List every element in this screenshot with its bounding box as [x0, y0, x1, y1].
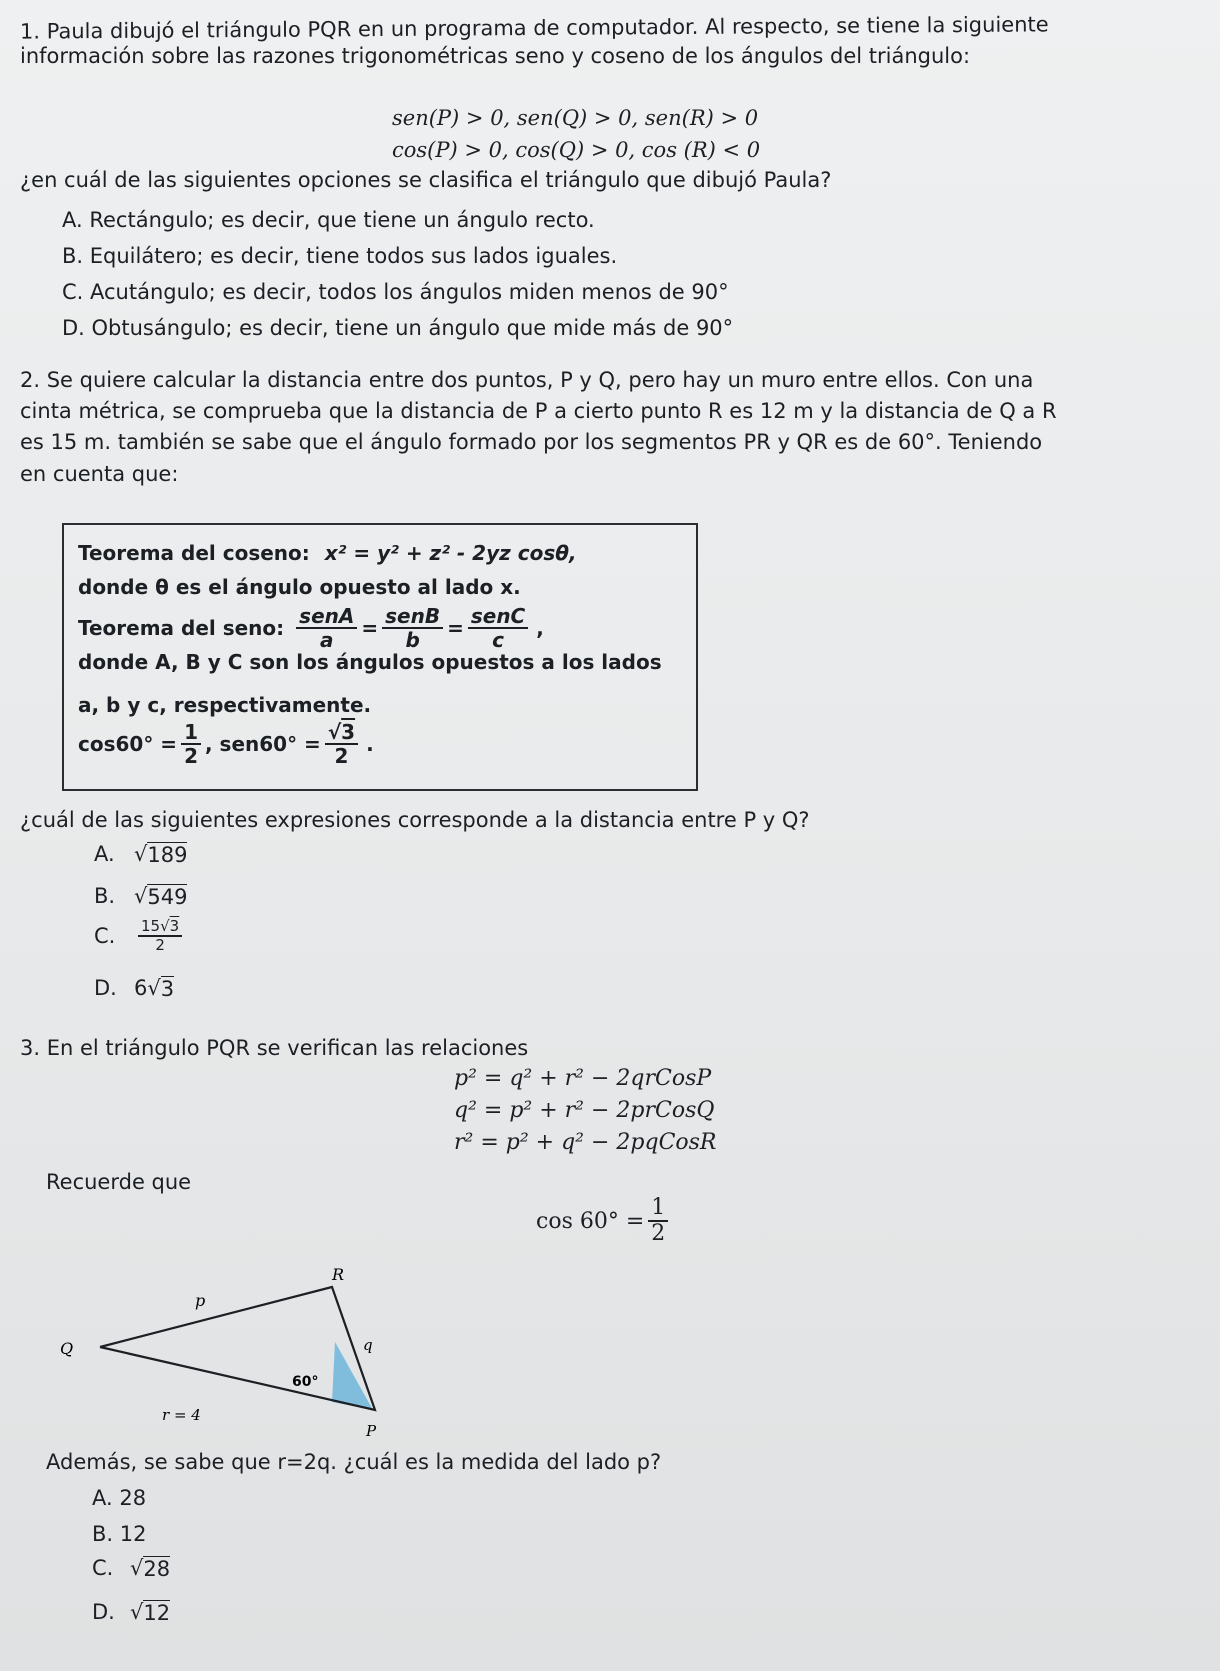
q2-option-a-value: √ 189: [134, 842, 188, 867]
q2-line4: en cuenta que:: [20, 462, 179, 486]
q2-option-b-radicand: 549: [147, 885, 188, 909]
special-values: cos60° = $\frac{1}{2}$ , sen60° = $\frac{√3}{2}$ .: [78, 720, 374, 768]
q2-option-b-value: √ 549: [134, 884, 188, 909]
q2-option-c-coef: 15: [141, 917, 161, 935]
q2-option-d-coef: 6: [134, 976, 148, 1001]
sine-fraction-c: [468, 605, 528, 651]
q2-option-d-letter: D.: [94, 976, 117, 1001]
q3-cos60-fraction: [648, 1196, 668, 1246]
sine-theorem-note-2: a, b y c, respectivamente.: [78, 693, 372, 717]
sine-theorem-note-1: donde A, B y C son los ángulos opuestos a los lados: [78, 650, 662, 674]
q3-cos60-label: cos 60° =: [536, 1208, 645, 1234]
q3-option-d[interactable]: [92, 1600, 170, 1624]
sine-fraction-b-num: senB: [382, 605, 443, 629]
q3-option-c-letter: C.: [92, 1556, 114, 1581]
q3-line1: 3. En el triángulo PQR se verifican las relaciones: [20, 1036, 529, 1060]
q3-question: Además, se sabe que r=2q. ¿cuál es la medida del lado p?: [46, 1450, 662, 1474]
q2-option-d-value: √ 3: [147, 976, 175, 1001]
sine-fraction-a-num: senA: [296, 605, 357, 629]
side-p-label: p: [195, 1291, 206, 1310]
q3-cos60: [536, 1196, 672, 1246]
vertex-p-label: P: [366, 1422, 377, 1440]
q2-option-d-radicand: 3: [160, 977, 175, 1001]
q2-option-b[interactable]: [94, 884, 187, 908]
side-r-label: r = 4: [162, 1406, 201, 1424]
q1-option-d[interactable]: D. Obtusángulo; es decir, tiene un ángulo que mide más de 90°: [62, 316, 734, 340]
cosine-theorem-formula: x² = y² + z² - 2yz cosθ,: [324, 541, 577, 565]
sen60-radicand: 3: [341, 720, 356, 744]
q2-option-a[interactable]: [94, 842, 187, 866]
q2-option-c-den: 2: [155, 935, 165, 954]
cos60-num: 1: [181, 721, 201, 745]
q2-question: ¿cuál de las siguientes expresiones corresponde a la distancia entre P y Q?: [20, 808, 810, 832]
q2-option-c-letter: C.: [94, 923, 116, 948]
q2-line2: cinta métrica, se comprueba que la distancia de P a cierto punto R es 12 m y la distancia de Q a R: [20, 399, 1057, 423]
cosine-theorem-label: Teorema del coseno:: [78, 541, 310, 565]
q3-cos60-num: 1: [648, 1196, 668, 1222]
q2-line3: es 15 m. también se sabe que el ángulo formado por los segmentos PR y QR es de 60°. Teniendo: [20, 430, 1043, 454]
q3-option-c[interactable]: [92, 1556, 170, 1580]
q3-cos60-den: 2: [651, 1221, 666, 1247]
q1-option-a[interactable]: A. Rectángulo; es decir, que tiene un ángulo recto.: [62, 208, 595, 232]
q2-option-d[interactable]: [94, 976, 174, 1000]
q3-option-d-value: √ 12: [130, 1600, 171, 1625]
angle-60-label: 60°: [292, 1374, 319, 1390]
theorem-box: [62, 523, 698, 791]
cosine-theorem-note: donde θ es el ángulo opuesto al lado x.: [78, 575, 521, 599]
cos60-fraction: [181, 721, 201, 767]
q3-option-b[interactable]: B. 12: [92, 1522, 147, 1546]
sine-fraction-c-num: senC: [468, 605, 528, 629]
vertex-q-label: Q: [60, 1339, 74, 1358]
q3-option-d-radicand: 12: [143, 1601, 171, 1625]
sine-fraction-b-den: b: [405, 628, 420, 652]
sen60-fraction: [325, 721, 358, 767]
q1-line2: información sobre las razones trigonométricas seno y coseno de los ángulos del triángulo:: [20, 44, 971, 68]
q2-option-a-letter: A.: [94, 842, 115, 867]
q1-condition-cos: cos(P) > 0, cos(Q) > 0, cos (R) < 0: [392, 138, 761, 162]
side-q-label: q: [363, 1336, 373, 1354]
sen60-num: √3: [325, 721, 358, 745]
q2-option-c-value: [138, 918, 182, 953]
q2-option-c[interactable]: [94, 918, 186, 953]
q3-option-d-letter: D.: [92, 1600, 115, 1625]
sen60-den: 2: [334, 744, 349, 768]
q1-option-c[interactable]: C. Acutángulo; es decir, todos los ángulos miden menos de 90°: [62, 280, 729, 304]
vertex-r-label: R: [332, 1265, 345, 1284]
q1-option-b[interactable]: B. Equilátero; es decir, tiene todos sus lados iguales.: [62, 244, 618, 268]
q2-option-c-radicand: 3: [169, 917, 180, 935]
sine-fraction-b: [382, 605, 443, 651]
q2-option-a-radicand: 189: [147, 843, 188, 867]
cos60-label: cos60° =: [78, 732, 178, 756]
cos60-den: 2: [184, 744, 198, 768]
q3-option-a[interactable]: A. 28: [92, 1486, 147, 1510]
sine-theorem: Teorema del seno: $\frac{\text{senA}}{a}$ = $\frac{\text{senB}}{b}$ = $\frac{\text{senC}}{c}$ ,: [78, 604, 544, 652]
q2-option-c-num: 15√3: [138, 918, 182, 937]
q1-line1: 1. Paula dibujó el triángulo PQR en un programa de computador. Al respecto, se tiene la siguiente: [19, 12, 1049, 44]
q2-option-b-letter: B.: [94, 884, 116, 909]
sine-fraction-c-den: c: [492, 628, 504, 652]
sine-fraction-a: [296, 605, 357, 651]
q3-option-c-radicand: 28: [143, 1557, 171, 1581]
sine-fraction-a-den: a: [320, 628, 334, 652]
q3-equation-1: p² = q² + r² − 2qrCosP: [454, 1066, 712, 1091]
q3-equation-2: q² = p² + r² − 2prCosQ: [454, 1098, 715, 1123]
sen60-label: , sen60° =: [204, 732, 321, 756]
sine-theorem-label: Teorema del seno:: [78, 616, 285, 640]
q1-condition-sin: sen(P) > 0, sen(Q) > 0, sen(R) > 0: [392, 106, 759, 130]
cosine-theorem: [78, 541, 577, 565]
q1-question: ¿en cuál de las siguientes opciones se clasifica el triángulo que dibujó Paula?: [20, 168, 832, 192]
q3-equation-3: r² = p² + q² − 2pqCosR: [454, 1130, 717, 1155]
triangle-diagram: [30, 1262, 390, 1442]
q3-recall: Recuerde que: [46, 1170, 192, 1194]
q2-line1: 2. Se quiere calcular la distancia entre dos puntos, P y Q, pero hay un muro entre ellos. Con una: [20, 368, 1034, 392]
q3-option-c-value: √ 28: [130, 1556, 171, 1581]
